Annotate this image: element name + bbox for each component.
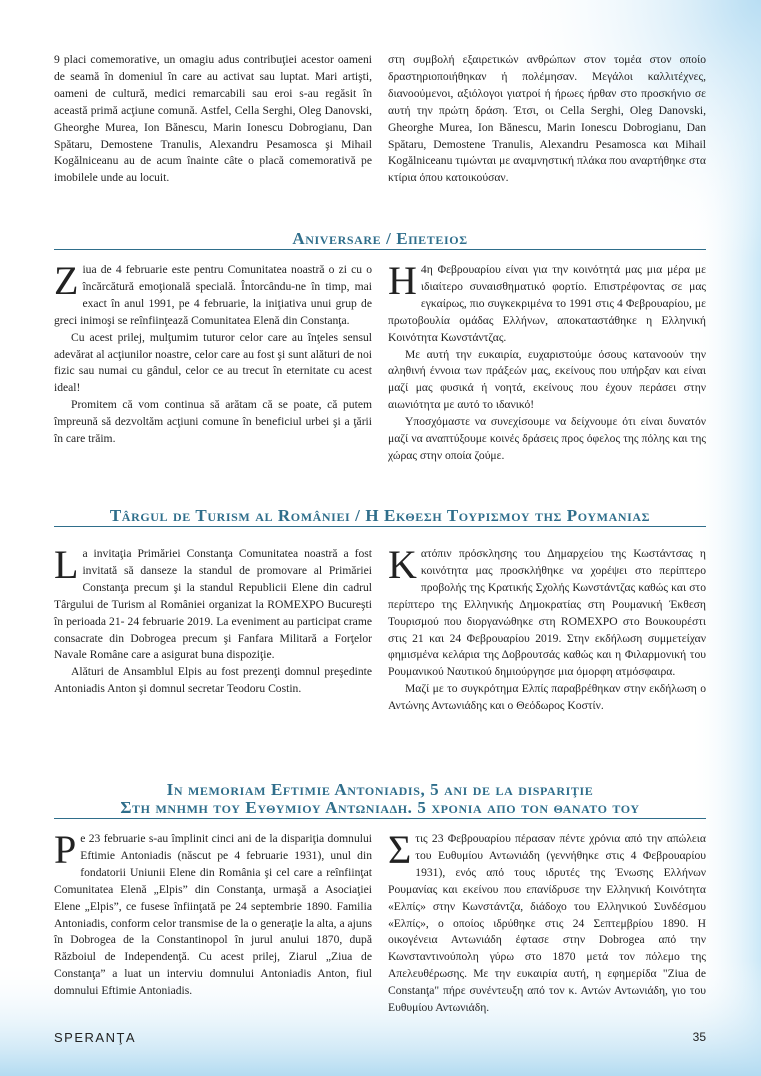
targul-romanian <box>54 542 372 698</box>
drop-cap: Κ <box>388 542 417 587</box>
paragraph: στη συμβολή εξαιρετικών ανθρώπων στον τομέα στον οποίο δραστηριοποιήθηκαν ή πολέμησαν. Μεγάλοι καλλιτέχνες, διανοούμενοι, αξιόλογοι γιατροί ή ήρωες ήρθαν στο προσκήνιο σε αυτή την πρώτη δράση. Έτσι, οι Cella Serghi, Oleg Danovski, Gheorghe Murea, Ion Bănescu, Marin Ionescu Dobrogianu, Dan Spătaru, Demostene Tranulis, Alexandru Pesamosca και Mihail Kogălniceanu τιμώνται με αναμνηστική πλάκα που αναρτήθηκε στα κτίρια όπου κατοικούσαν. <box>388 53 706 185</box>
top-text-greek <box>388 52 706 187</box>
section-heading-targul-de-turism: Târgul de Turism al României / Η Εκθεση Τουρισμου της Ρουμανιας <box>109 506 651 525</box>
aniversare-greek <box>388 258 706 465</box>
paragraph: Ziua de 4 februarie este pentru Comunitatea noastră o zi cu o încărcătură emoţională specială. Întorcându-ne în timp, mai exact în anul 1991, pe 4 februarie, la iniţiativa unui grup de greci inimoşi se reînfiinţează Comunitatea Elenă din Constanţa. <box>54 258 372 327</box>
paragraph: La invitaţia Primăriei Constanţa Comunitatea noastră a fost invitată să danseze la standul de promovare al Primăriei Constanţa precum şi la standul Republicii Elene din cadrul Târgului de Turism al României organizat la ROMEXPO Bucureşti în perioada 21- 24 februarie 2019. La eveniment au participat crame consacrate din Dobrogea precum şi Fanfara Militară a Forţelor Navale Române care a asigurat buna dispoziţie. <box>54 542 372 662</box>
top-text-romanian <box>54 52 372 187</box>
heading-line-romanian: In memoriam Eftimie Antoniadis, 5 ani de la dispariţie <box>166 780 594 799</box>
paragraph: Alături de Ansamblul Elpis au fost prezenţi domnul preşedinte Antoniadis Anton şi domnul secretar Teodoru Costin. <box>54 665 372 696</box>
paragraph: Με αυτή την ευκαιρία, ευχαριστούμε όσους κατανοούν την αληθινή έννοια των πράξεών μας, εκείνους που υπήρξαν και είναι μαζί μας φυσικά ή νοητά, εκείνους που έχουν περάσει στην αιωνιότητα με αυτό το ιδανικό! <box>388 347 706 412</box>
paragraph: Cu acest prilej, mulţumim tuturor celor care au înţeles sensul adevărat al acţiunilor noastre, celor care au fost şi sunt alături de noi fizic sau numai cu gândul, celor ce au trecut în eternitate cu acest ideal! <box>54 330 372 395</box>
paragraph: Υποσχόμαστε να συνεχίσουμε να δείχνουμε ότι είναι δυνατόν μαζί να αναπτύξουμε κοινές δράσεις προς όφελος της πόλης και της χώρας στην οποία ζούμε. <box>388 415 706 462</box>
heading-rule <box>54 249 706 250</box>
memoriam-romanian <box>54 827 372 1000</box>
page-number: 35 <box>692 1030 706 1044</box>
paragraph: Κατόπιν πρόσκλησης του Δημαρχείου της Κωστάντσας η κοινότητα μας προσκλήθηκε να χορέψει στο περίπτερο προβολής της Κρατικής Σχολής Κωνστάντζας καθώς και στο περίπτερο της Ελληνικής Δημοκρατίας στη Ρουμανική Έκθεση Τουρισμού που διοργανώθηκε στη ROMEXPO στο Βουκουρέστι στις 21 και 24 Φεβρουαρίου 2019. Στην εκδήλωση συμμετείχαν φημισμένα κελάρια της Δοβρουτσάς καθώς και η Φιλαρμονική του Ρουμανικού Ναυτικού δημιούργησε μια όμορφη ατμόσφαιρα. <box>388 542 706 679</box>
heading-rule <box>54 526 706 527</box>
drop-cap: P <box>54 827 77 872</box>
drop-cap: Η <box>388 258 417 303</box>
heading-line-greek: Στη μνημη του Ευθυμιου Αντωνιαδη. 5 χρονια απο τον θανατο του <box>120 798 640 817</box>
drop-cap: L <box>54 542 79 587</box>
drop-cap: Z <box>54 258 79 303</box>
paragraph: Η 4η Φεβρουαρίου είναι για την κοινότητά μας μια μέρα με ιδιαίτερο συναισθηματικό φορτίο. Επιστρέφοντας σε μας εγκαίρως, πιο συγκεκριμένα το 1991 στις 4 Φεβρουαρίου, με πρωτοβουλία ομάδας Ελλήνων, αποκαταστάθηκε η Ελληνική Κοινότητα Κωνστάντζας. <box>388 258 706 344</box>
publication-name: SPERANŢA <box>54 1030 137 1045</box>
paragraph: Promitem că vom continua să arătam că se poate, că putem împreună să dezvoltăm acţiuni comune în beneficiul urbei şi a ţării în care trăim. <box>54 398 372 446</box>
section-heading-aniversare: Aniversare / Επετειος <box>292 229 468 248</box>
drop-cap: Σ <box>388 827 412 872</box>
paragraph: Μαζί με το συγκρότημα Ελπίς παραβρέθηκαν στην εκδήλωση ο Αντώνης Αντωνιάδης και ο Θεόδωρος Κοστίν. <box>388 682 706 713</box>
paragraph: Pe 23 februarie s-au împlinit cinci ani de la dispariţia domnului Eftimie Antoniadis (născut pe 4 februarie 1931), unul din fondatorii Uniunii Elene din România şi cel care a reînfiinţat Comunitatea Elenă „Elpis” din Constanţa, urmaşă a Asociaţiei Elene „Elpis”, ce fusese înfiinţată pe 24 septembrie 1890. Familia Antoniadis, conform celor transmise de la o generaţie la alta, a ajuns în Dobrogea de la Constantinopol în jurul anului 1870, după Războiul de Independenţă. Cu acest prilej, Ziarul „Ziua de Constanţa” a luat un interviu domnului Antoniadis Anton, fiul domnului Eftimie Antoniadis. <box>54 827 372 998</box>
aniversare-romanian <box>54 258 372 448</box>
targul-greek <box>388 542 706 715</box>
heading-rule <box>54 818 706 819</box>
paragraph: Στις 23 Φεβρουαρίου πέρασαν πέντε χρόνια από την απώλεια του Ευθυμίου Αντωνιάδη (γεννήθηκε στις 4 Φεβρουαρίου 1931), ενός από τους ιδρυτές της Ένωσης Ελλήνων Ρουμανίας και εκείνου που επανίδρυσε την Ελληνική Κοινότητα «Ελπίς» στην Κωνστάντζα, διάδοχο του Ελληνικού Συνδέσμου «Ελπίς», ο οποίος ιδρύθηκε στις 24 Σεπτεμβρίου 1890. Η οικογένεια Αντωνιάδη έφτασε στην Dobrogea από την Κωνσταντινούπολη γύρω στο 1870 μετά τον πόλεμο της Απελευθέρωσης. Με την ευκαιρία αυτή, η εφημερίδα "Ziua de Constanţa" πήρε συνέντευξη από τον κ. Αντών Αντωνιάδη, γιο του Ευθυμίου Αντωνιάδη. <box>388 827 706 1015</box>
paragraph: 9 placi comemorative, un omagiu adus contribuţiei acestor oameni de seamă în domeniul în care au activat sau luptat. Mari artişti, oameni de cultură, medici remarcabili sau eroi s-au regăsit în această primă acţiune comună. Astfel, Cella Serghi, Oleg Danovski, Gheorghe Murea, Ion Bănescu, Marin Ionescu Dobrogianu, Dan Spătaru, Demostene Tranulis, Alexandru Pesamosca şi Mihail Kogălniceanu au de acum înainte câte o placă comemorativă pe imobilele unde au locuit. <box>54 53 372 185</box>
memoriam-greek <box>388 827 706 1017</box>
section-heading-in-memoriam <box>54 781 706 817</box>
